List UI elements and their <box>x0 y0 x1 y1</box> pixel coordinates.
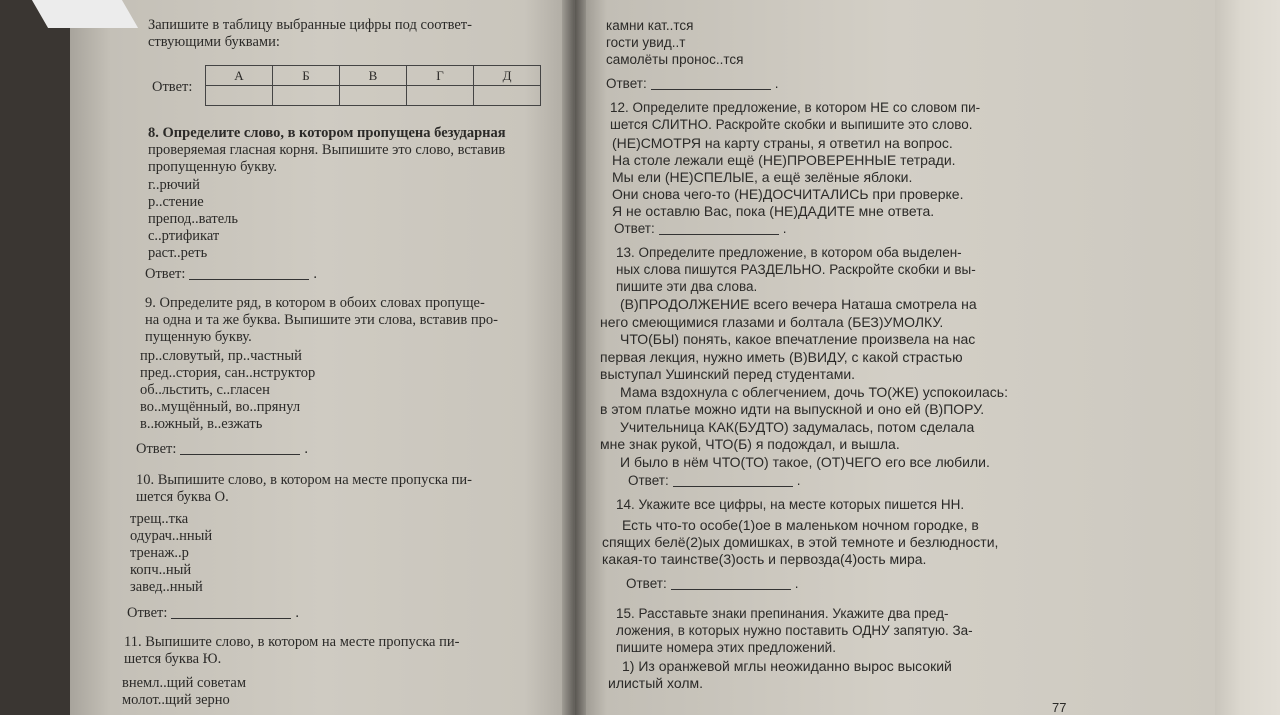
answer-label: Ответ: <box>628 473 669 488</box>
table-header-b: Б <box>273 66 340 86</box>
word-option: в..южный, в..езжать <box>140 416 263 432</box>
sentence-option: него смеющимися глазами и болтала (БЕЗ)УМОЛКУ. <box>600 313 944 330</box>
word-option: одурач..нный <box>130 528 213 544</box>
answer-label: Ответ: <box>136 441 177 457</box>
question-14: 14. Укажите все цифры, на месте которых пишется НН. <box>616 497 965 512</box>
paper-stack-edge <box>1215 0 1280 715</box>
answer-13: Ответ: . <box>628 473 801 488</box>
word-option: об..льстить, с..гласен <box>140 382 270 398</box>
table-cell[interactable] <box>206 86 273 106</box>
table-cell[interactable] <box>340 86 407 106</box>
answer-line[interactable] <box>651 89 771 90</box>
word-option: препод..ватель <box>148 211 239 227</box>
book-spine <box>562 0 586 715</box>
sentence-option: мне знак рукой, ЧТО(Б) я подождал, и вышла. <box>600 436 900 452</box>
word-option: р..стение <box>148 194 204 210</box>
top-words <box>606 17 743 68</box>
sentence-option: ЧТО(БЫ) понять, какое впечатление произвела на нас <box>620 331 976 347</box>
question-14-text: Есть что-то особе(1)ое в маленьком ночном городке, в спящих белё(2)ых домишках, в этой темноте и безлюдности, какая-то таинстве(3)ость и первозда(4)ость мира. <box>602 517 999 567</box>
answer-9: Ответ: . <box>136 441 308 457</box>
table-header-v: В <box>340 66 407 86</box>
answer-line[interactable] <box>659 234 779 235</box>
page-number: 77 <box>1052 700 1067 715</box>
question-10: 10. Выпишите слово, в котором на месте пропуска пи- шется буква О. <box>136 472 472 505</box>
question-12-sentences <box>612 135 963 220</box>
sentence-option: Они снова чего-то (НЕ)ДОСЧИТАЛИСЬ при проверке. <box>612 186 964 202</box>
table-cell[interactable] <box>273 86 340 106</box>
answer-line[interactable] <box>171 618 291 619</box>
question-12: 12. Определите предложение, в котором НЕ со словом пи- шется СЛИТНО. Раскройте скобки и выпишите это слово. <box>610 100 981 132</box>
sentence-option: Мама вздохнула с облегчением, дочь ТО(ЖЕ) успокоилась: <box>620 383 1008 400</box>
question-15: 15. Расставьте знаки препинания. Укажите два пред- ложения, в которых нужно поставить ОДНУ запятую. За- пишите номера этих предложений. <box>616 606 973 655</box>
word-option: с..ртификат <box>148 228 220 244</box>
intro-text: Запишите в таблицу выбранные цифры под соответ- ствующими буквами: <box>148 17 472 50</box>
answer-11: Ответ: . <box>606 76 779 91</box>
table-cell[interactable] <box>474 86 541 106</box>
sentence-option: Учительница КАК(БУДТО) задумалась, потом сделала <box>620 418 975 435</box>
sentence-option: (НЕ)СМОТРЯ на карту страны, я ответил на вопрос. <box>612 135 953 151</box>
word-option: копч..ный <box>130 562 192 578</box>
question-8-words <box>148 177 238 262</box>
sentence-option: Я не оставлю Вас, пока (НЕ)ДАДИТЕ мне ответа. <box>612 203 935 219</box>
answer-table <box>205 65 541 106</box>
word-option: раст..реть <box>148 245 208 261</box>
answer-14: Ответ: . <box>626 576 799 591</box>
answer-line[interactable] <box>189 279 309 280</box>
question-10-words <box>130 511 212 596</box>
answer-line[interactable] <box>673 486 793 487</box>
question-11: 11. Выпишите слово, в котором на месте пропуска пи- шется буква Ю. <box>124 634 460 667</box>
word-option: во..мущённый, во..прянул <box>140 399 301 415</box>
table-header-g: Г <box>407 66 474 86</box>
word-option: гости увид..т <box>606 35 686 50</box>
word-option: трещ..тка <box>130 511 189 527</box>
folded-corner <box>32 0 138 28</box>
word-option: г..рючий <box>148 177 200 193</box>
answer-10: Ответ: . <box>127 605 299 621</box>
answer-12: Ответ: . <box>614 221 787 236</box>
answer-label: Ответ: <box>145 266 186 282</box>
question-9-words <box>140 348 315 433</box>
table-cell[interactable] <box>407 86 474 106</box>
answer-label: Ответ: <box>626 576 667 591</box>
answer-line[interactable] <box>180 454 300 455</box>
word-option: внемл..щий советам <box>122 675 247 691</box>
word-option: пр..словутый, пр..частный <box>140 348 302 364</box>
sentence-option: (В)ПРОДОЛЖЕНИЕ всего вечера Наташа смотрела на <box>620 296 977 312</box>
table-header-d: Д <box>474 66 541 86</box>
question-13: 13. Определите предложение, в котором оба выделен- ных слова пишутся РАЗДЕЛЬНО. Раскройте скобки и вы- пишите эти два слова. <box>616 245 976 294</box>
question-8: 8. Определите слово, в котором пропущена безударная проверяемая гласная корня. Выпишите это слово, вставив пропущенную букву. <box>148 125 506 175</box>
answer-label: Ответ: <box>127 605 168 621</box>
answer-8: Ответ: . <box>145 266 317 282</box>
sentence-option: первая лекция, нужно иметь (В)ВИДУ, с какой страстью <box>600 348 963 365</box>
table-header-a: А <box>206 66 273 86</box>
word-option: пред..стория, сан..нструктор <box>140 365 316 381</box>
answer-label: Ответ: <box>606 76 647 91</box>
sentence-option: в этом платье можно идти на выпускной и оно ей (В)ПОРУ. <box>600 401 985 417</box>
sentence-option: Мы ели (НЕ)СПЕЛЫЕ, а ещё зелёные яблоки. <box>612 169 913 185</box>
question-11-words <box>122 675 246 709</box>
word-option: молот..щий зерно <box>122 692 230 708</box>
answer-label: Ответ: <box>614 221 655 236</box>
sentence-option: выступал Ушинский перед студентами. <box>600 366 856 382</box>
sentence-option: И было в нём ЧТО(ТО) такое, (ОТ)ЧЕГО его все любили. <box>620 453 990 470</box>
word-option: камни кат..тся <box>606 18 694 33</box>
question-13-sentences <box>600 296 1008 471</box>
word-option: тренаж..р <box>130 545 189 561</box>
word-option: самолёты пронос..тся <box>606 52 744 67</box>
sentence-option: На столе лежали ещё (НЕ)ПРОВЕРЕННЫЕ тетради. <box>612 152 956 168</box>
question-15-item1: 1) Из оранжевой мглы неожиданно вырос высокий илистый холм. <box>608 658 952 691</box>
question-9: 9. Определите ряд, в котором в обоих словах пропуще- на одна и та же буква. Выпишите эти слова, вставив про- пущенную букву. <box>145 295 498 345</box>
word-option: завед..нный <box>130 579 203 595</box>
answer-label: Ответ: <box>152 79 193 95</box>
answer-line[interactable] <box>671 589 791 590</box>
